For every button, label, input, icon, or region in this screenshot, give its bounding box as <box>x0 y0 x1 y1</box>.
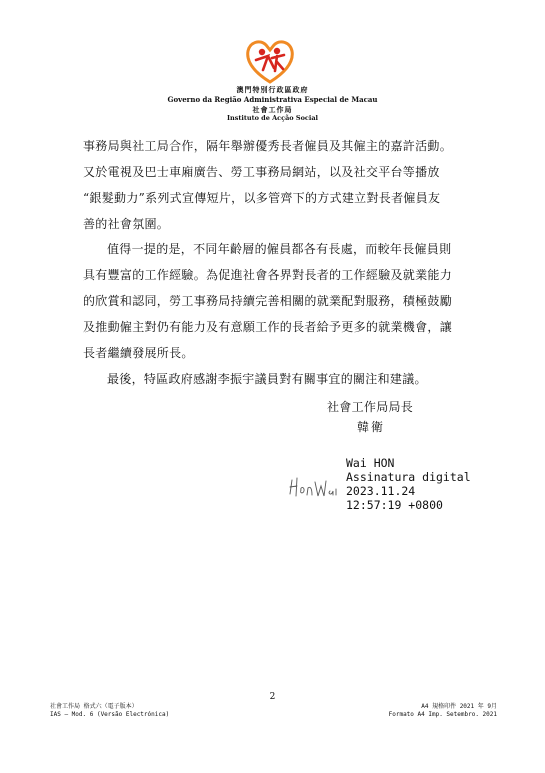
paragraph-line: 事務局與社工局合作，隔年舉辦優秀長者僱員及其僱主的嘉許活動。 <box>83 139 453 153</box>
paragraph-3 <box>83 366 463 392</box>
paragraph-2 <box>83 236 463 366</box>
footer-format-portuguese: Formato A4 Imp. Setembro. 2021 <box>388 711 497 718</box>
paragraph-line: “銀髮動力”系列式宣傳短片，以多管齊下的方式建立對長者僱員友 <box>83 191 441 205</box>
paragraph-line: 最後，特區政府感謝李振宇議員對有關事宜的關注和建議。 <box>107 372 427 386</box>
paragraph-line: 值得一提的是，不同年齡層的僱員都各有長處，而較年長僱員則 <box>107 242 452 256</box>
digital-signature-date: 2023.11.24 <box>346 484 416 498</box>
footer-right <box>389 703 497 719</box>
government-name-chinese: 澳門特別行政區政府 <box>236 85 309 94</box>
department-name-portuguese: Instituto de Acção Social <box>226 114 319 122</box>
paragraph-1 <box>83 133 463 237</box>
digital-signature-stamp <box>346 456 471 512</box>
handwritten-signature <box>288 472 344 502</box>
digital-signature-time: 12:57:19 +0800 <box>346 498 443 512</box>
department-name-chinese: 社會工作局 <box>252 105 293 114</box>
footer-form-chinese: 社會工作局 格式六（電子版本） <box>50 703 138 710</box>
signatory-title: 社會工作局局長 <box>327 400 414 414</box>
signatory-name: 韓衛 <box>357 420 386 434</box>
paragraph-line: 的欣賞和認同，勞工事務局持續完善相關的就業配對服務，積極鼓勵 <box>83 294 453 308</box>
footer-format-chinese: A4 規格印件 2021 年 9月 <box>421 703 497 710</box>
paragraph-line: 善的社會氛圍。 <box>83 217 170 231</box>
footer-left <box>50 703 169 719</box>
digital-signature-name: Wai HON <box>346 456 395 470</box>
footer-form-portuguese: IAS – Mod. 6 (Versão Electrónica) <box>50 711 170 718</box>
paragraph-line: 具有豐富的工作經驗。為促進社會各界對長者的工作經驗及就業能力 <box>83 268 453 282</box>
digital-signature-label: Assinatura digital <box>346 470 471 484</box>
ias-logo-icon <box>244 38 296 84</box>
page-number: 2 <box>269 692 276 702</box>
paragraph-line: 及推動僱主對仍有能力及有意願工作的長者給予更多的就業機會，讓 <box>83 320 453 334</box>
paragraph-line: 又於電視及巴士車廂廣告、勞工事務局網站，以及社交平台等播放 <box>83 165 440 179</box>
government-name-portuguese: Governo da Região Administrativa Especial de Macau <box>167 95 378 104</box>
paragraph-line: 長者繼續發展所長。 <box>83 346 194 360</box>
